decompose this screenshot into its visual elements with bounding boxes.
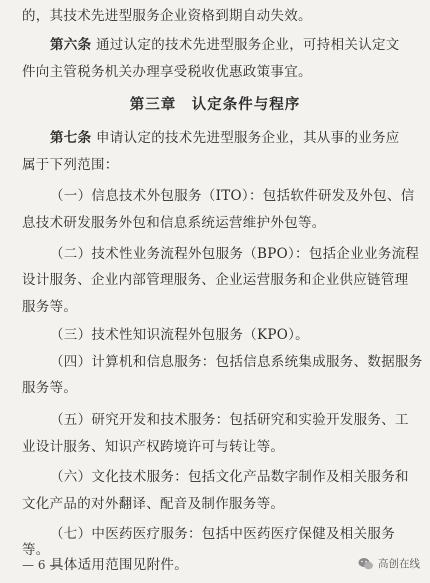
text-line: 服务等。 bbox=[22, 299, 78, 315]
text-line: 的，其技术先进型服务企业资格到期自动失效。 bbox=[22, 8, 312, 24]
text-line: （二）技术性业务流程外包服务（BPO）：包括企业业务流程 bbox=[50, 246, 420, 262]
text-line: 服务等。 bbox=[22, 380, 78, 396]
text-line: （一）信息技术外包服务（ITO）：包括软件研发及外包、信 bbox=[50, 188, 415, 204]
text-line: （三）技术性知识流程外包服务（KPO）。 bbox=[50, 327, 309, 343]
text-line: 设计服务、企业内部管理服务、企业运营服务和企业供应链管理 bbox=[22, 272, 409, 288]
text-line: 等。 bbox=[22, 542, 50, 558]
article-label: 第七条 bbox=[50, 130, 92, 146]
watermark bbox=[358, 556, 420, 571]
article-text: 通过认定的技术先进型服务企业，可持相关认定文 bbox=[96, 37, 400, 53]
article-text: 申请认定的技术先进型服务企业，其从事的业务应 bbox=[96, 130, 400, 146]
text-line: 业设计服务、知识产权跨境许可与转让等。 bbox=[22, 439, 285, 455]
text-line: 文化产品的对外翻译、配音及制作服务等。 bbox=[22, 496, 285, 512]
text-line: 息技术研发服务外包和信息系统运营维护外包等。 bbox=[22, 215, 326, 231]
text-line: 件向主管税务机关办理享受税收优惠政策事宜。 bbox=[22, 64, 312, 80]
text-line: 属于下列范围： bbox=[22, 157, 119, 173]
text-line: （五）研究开发和技术服务：包括研究和实验开发服务、工 bbox=[50, 412, 409, 428]
text-line: （六）文化技术服务：包括文化产品数字制作及相关服务和 bbox=[50, 469, 409, 485]
article-6 bbox=[50, 35, 430, 55]
watermark-text: 高创在线 bbox=[378, 558, 420, 570]
wechat-icon bbox=[358, 557, 374, 571]
article-7 bbox=[50, 128, 430, 148]
text-line: （四）计算机和信息服务：包括信息系统集成服务、数据服务 bbox=[50, 354, 423, 370]
text-line: （七）中医药医疗服务：包括中医药医疗保健及相关服务 bbox=[50, 526, 395, 542]
chapter-heading: 第三章 认定条件与程序 bbox=[129, 96, 301, 113]
page-number: — 6 — bbox=[22, 558, 62, 572]
text-line: 具体适用范围见附件。 bbox=[50, 557, 188, 573]
article-label: 第六条 bbox=[50, 37, 92, 53]
